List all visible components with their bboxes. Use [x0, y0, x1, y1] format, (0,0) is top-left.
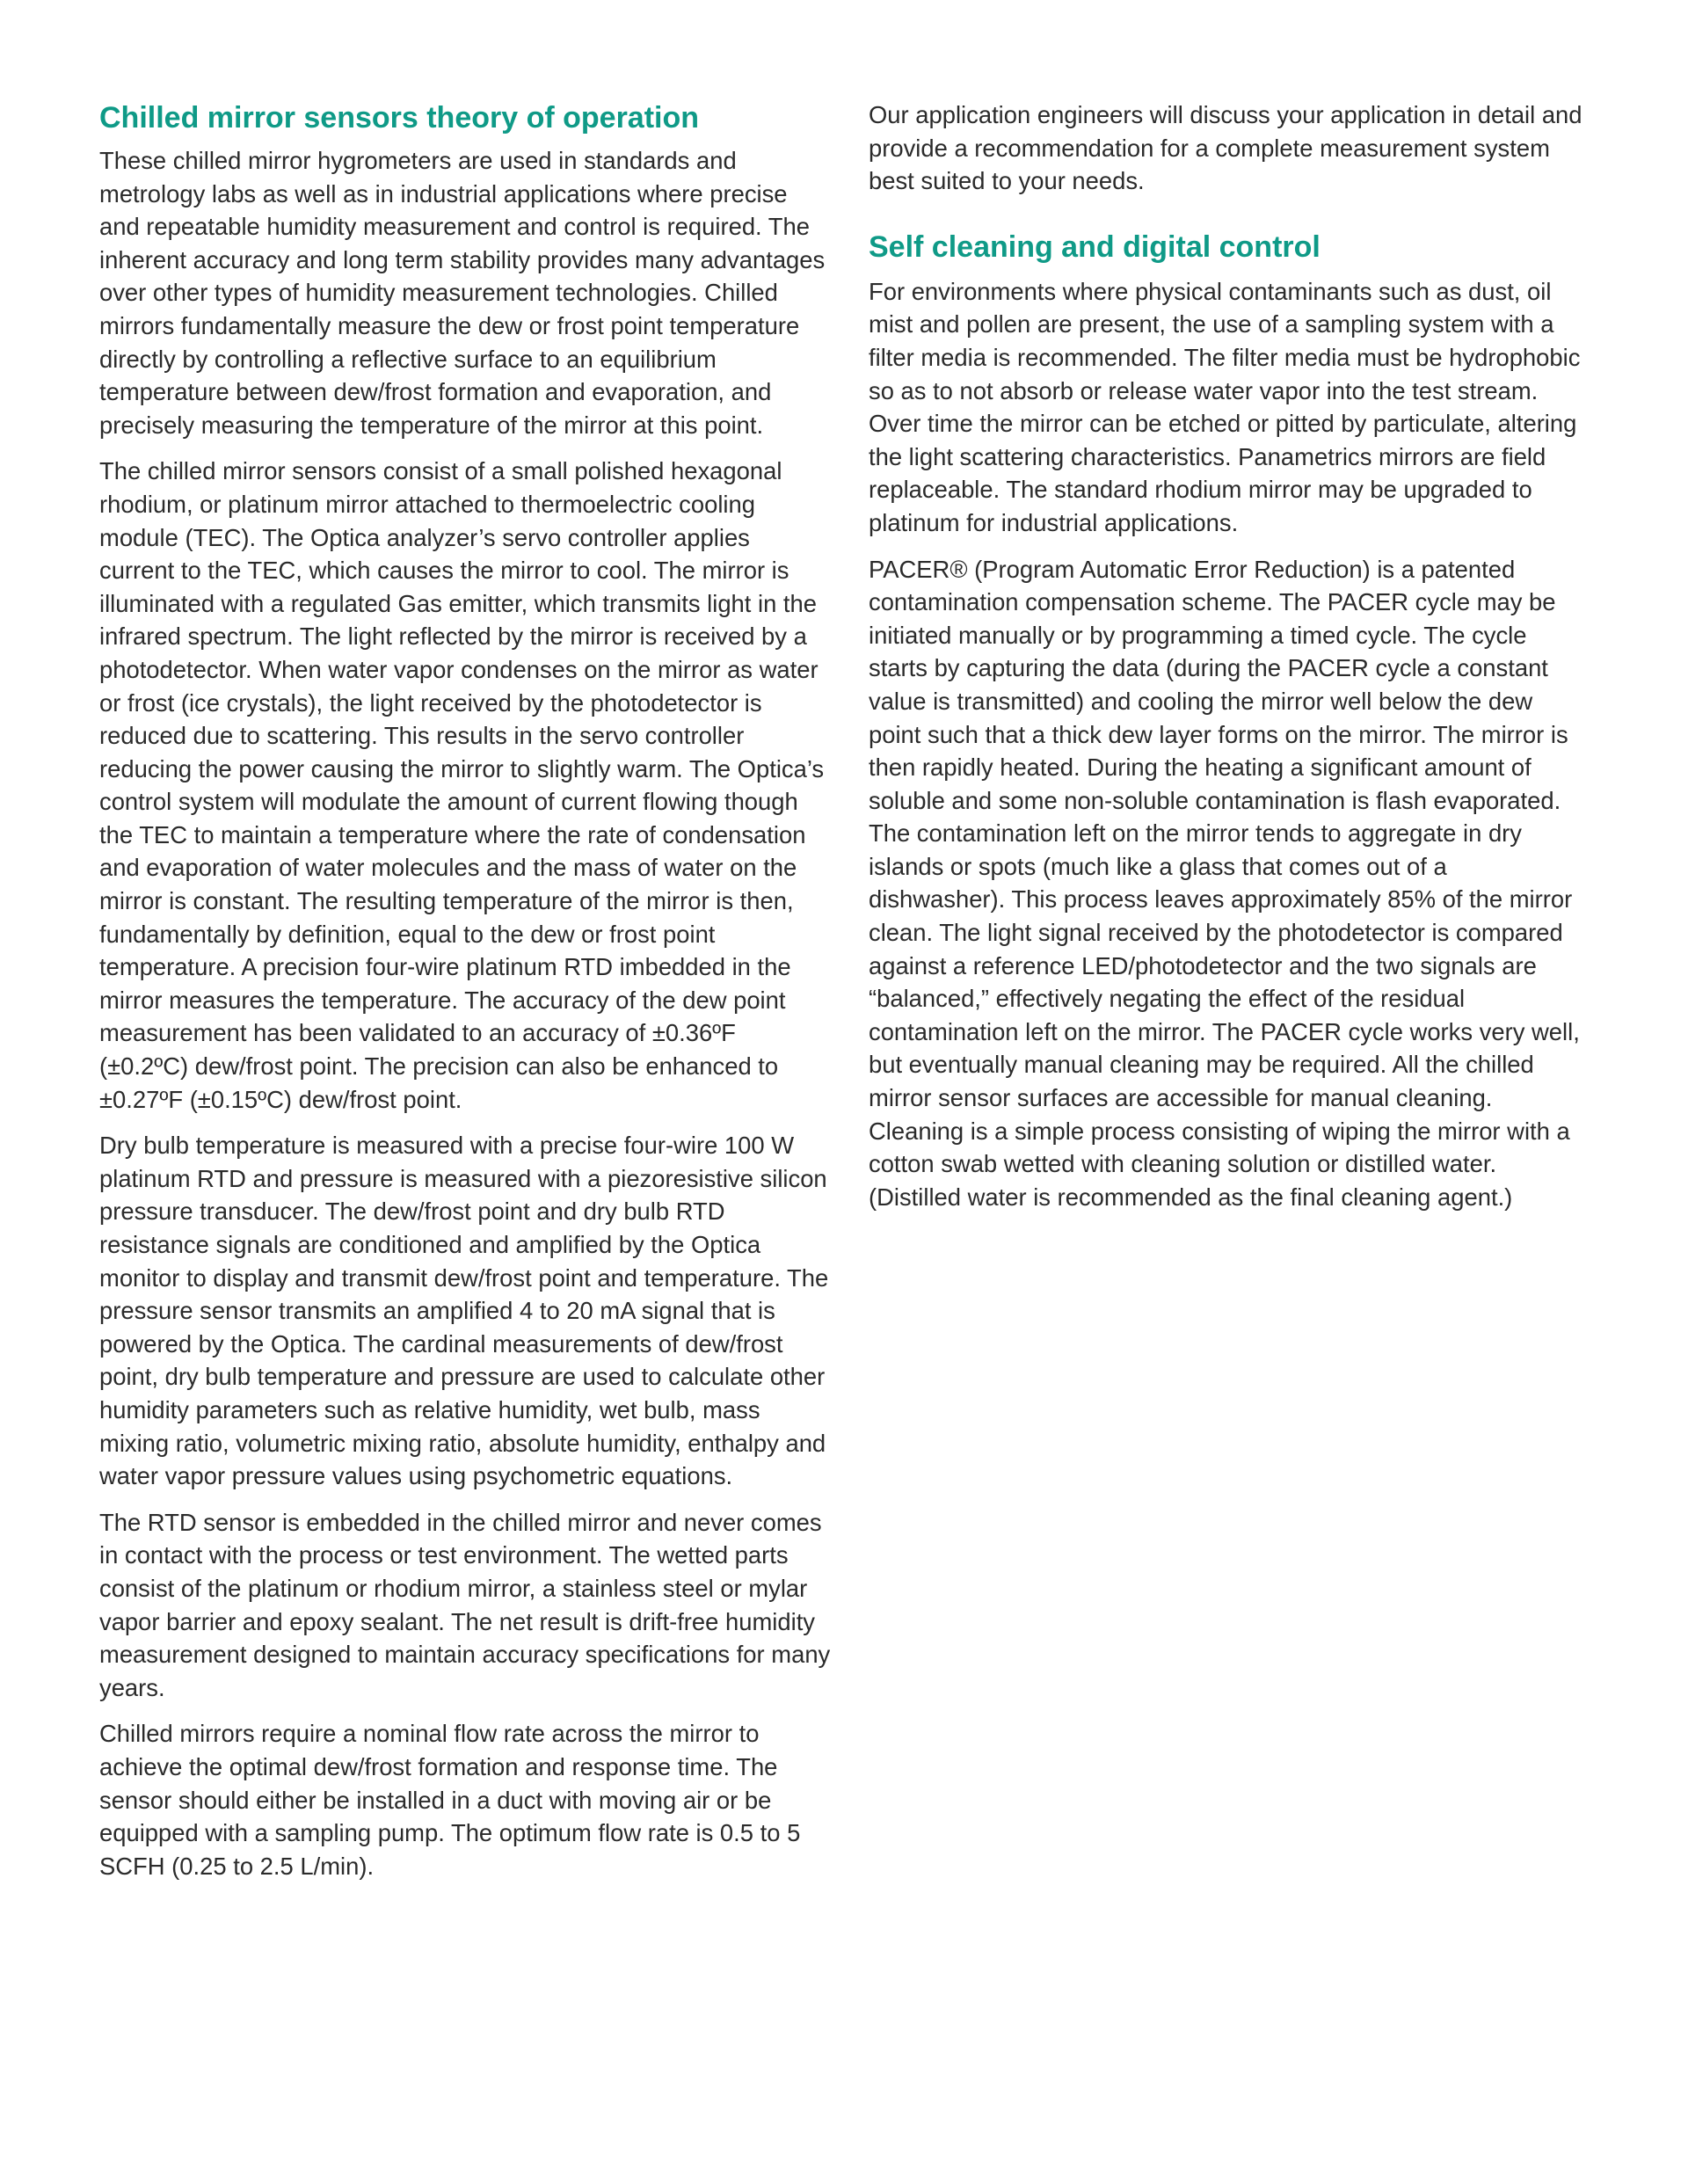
lead-paragraph: Our application engineers will discuss your application in detail and provide a recommendation for a complete measurement system best suited to your needs. [869, 101, 1582, 195]
section-heading-self-cleaning: Self cleaning and digital control [869, 229, 1321, 264]
paragraph: PACER® (Program Automatic Error Reduction) is a patented contamination compensation scheme. The PACER cycle may be initiated manually or by programming a timed cycle. The cycle starts by capturing the data (during the PACER cycle a constant value is transmitted) and cooling the mirror well below the dew point such that a thick dew layer forms on the mirror. The mirror is then rapidly heated. During the heating a significant amount of soluble and some non-soluble contamination is flash evaporated. The contamination left on the mirror tends to aggregate in dry islands or spots (much like a glass that comes out of a dishwasher). This process leaves approximately 85% of the mirror clean. The light signal received by the photodetector is compared against a reference LED/photodetector and the two signals are “balanced,” effectively negating the effect of the residual contamination left on the mirror. The PACER cycle works very well, but eventually manual cleaning may be required. All the chilled mirror sensor surfaces are accessible for manual cleaning. Cleaning is a simple process consisting of wiping the mirror with a cotton swab wetted with cleaning solution or distilled water. (Distilled water is recommended as the final cleaning agent.) [869, 555, 1580, 1211]
paragraph: Dry bulb temperature is measured with a precise four-wire 100 W platinum RTD and pressure is measured with a piezoresistive silicon pressure transducer. The dew/frost point and dry bulb RTD resistance signals are conditioned and amplified by the Optica monitor to display and transmit dew/frost point and temperature. The pressure sensor transmits an amplified 4 to 20 mA signal that is powered by the Optica. The cardinal measurements of dew/frost point, dry bulb temperature and pressure are used to calculate other humidity parameters such as relative humidity, wet bulb, mass mixing ratio, volumetric mixing ratio, absolute humidity, enthalpy and water vapor pressure values using psychometric equations. [99, 1132, 829, 1490]
section-heading-theory: Chilled mirror sensors theory of operation [99, 101, 700, 135]
paragraph: These chilled mirror hygrometers are used in standards and metrology labs as well as in industrial applications where precise and repeatable humidity measurement and control is required. The inherent accuracy and long term stability provides many advantages over other types of humidity measurement technologies. Chilled mirrors fundamentally measure the dew or frost point temperature directly by controlling a reflective surface to an equilibrium temperature between dew/frost formation and evaporation, and precisely measuring the temperature of the mirror at this point. [99, 147, 826, 439]
paragraph: The RTD sensor is embedded in the chilled mirror and never comes in contact with the process or test environment. The wetted parts consist of the platinum or rhodium mirror, a stainless steel or mylar vapor barrier and epoxy sealant. The net result is drift-free humidity measurement designed to maintain accuracy specifications for many years. [99, 1508, 831, 1701]
paragraph: For environments where physical contaminants such as dust, oil mist and pollen are present, the use of a sampling system with a filter media is recommended. The filter media must be hydrophobic so as to not absorb or release water vapor into the test stream. Over time the mirror can be etched or pitted by particulate, altering the light scattering characteristics. Panametrics mirrors are field replaceable. The standard rhodium mirror may be upgraded to platinum for industrial applications. [869, 277, 1581, 536]
left-column [99, 98, 831, 1896]
paragraph: Chilled mirrors require a nominal flow rate across the mirror to achieve the optimal dew/frost formation and response time. The sensor should either be installed in a duct with moving air or be equipped with a sampling pump. The optimum flow rate is 0.5 to 5 SCFH (0.25 to 2.5 L/min). [99, 1720, 801, 1880]
paragraph: The chilled mirror sensors consist of a small polished hexagonal rhodium, or platinum mirror attached to thermoelectric cooling module (TEC). The Optica analyzer’s servo controller applies current to the TEC, which causes the mirror to cool. The mirror is illuminated with a regulated Gas emitter, which transmits light in the infrared spectrum. The light reflected by the mirror is received by a photodetector. When water vapor condenses on the mirror as water or frost (ice crystals), the light received by the photodetector is reduced due to scattering. This results in the servo controller reducing the power causing the mirror to slightly warm. The Optica’s control system will modulate the amount of current flowing though the TEC to maintain a temperature where the rate of condensation and evaporation of water molecules and the mass of water on the mirror is constant. The resulting temperature of the mirror is then, fundamentally by definition, equal to the dew or frost point temperature. A precision four-wire platinum RTD imbedded in the mirror measures the temperature. The accuracy of the dew point measurement has been validated to an accuracy of ±0.36ºF (±0.2ºC) dew/frost point. The precision can also be enhanced to ±0.27ºF (±0.15ºC) dew/frost point. [99, 457, 825, 1113]
right-column [869, 98, 1590, 1227]
